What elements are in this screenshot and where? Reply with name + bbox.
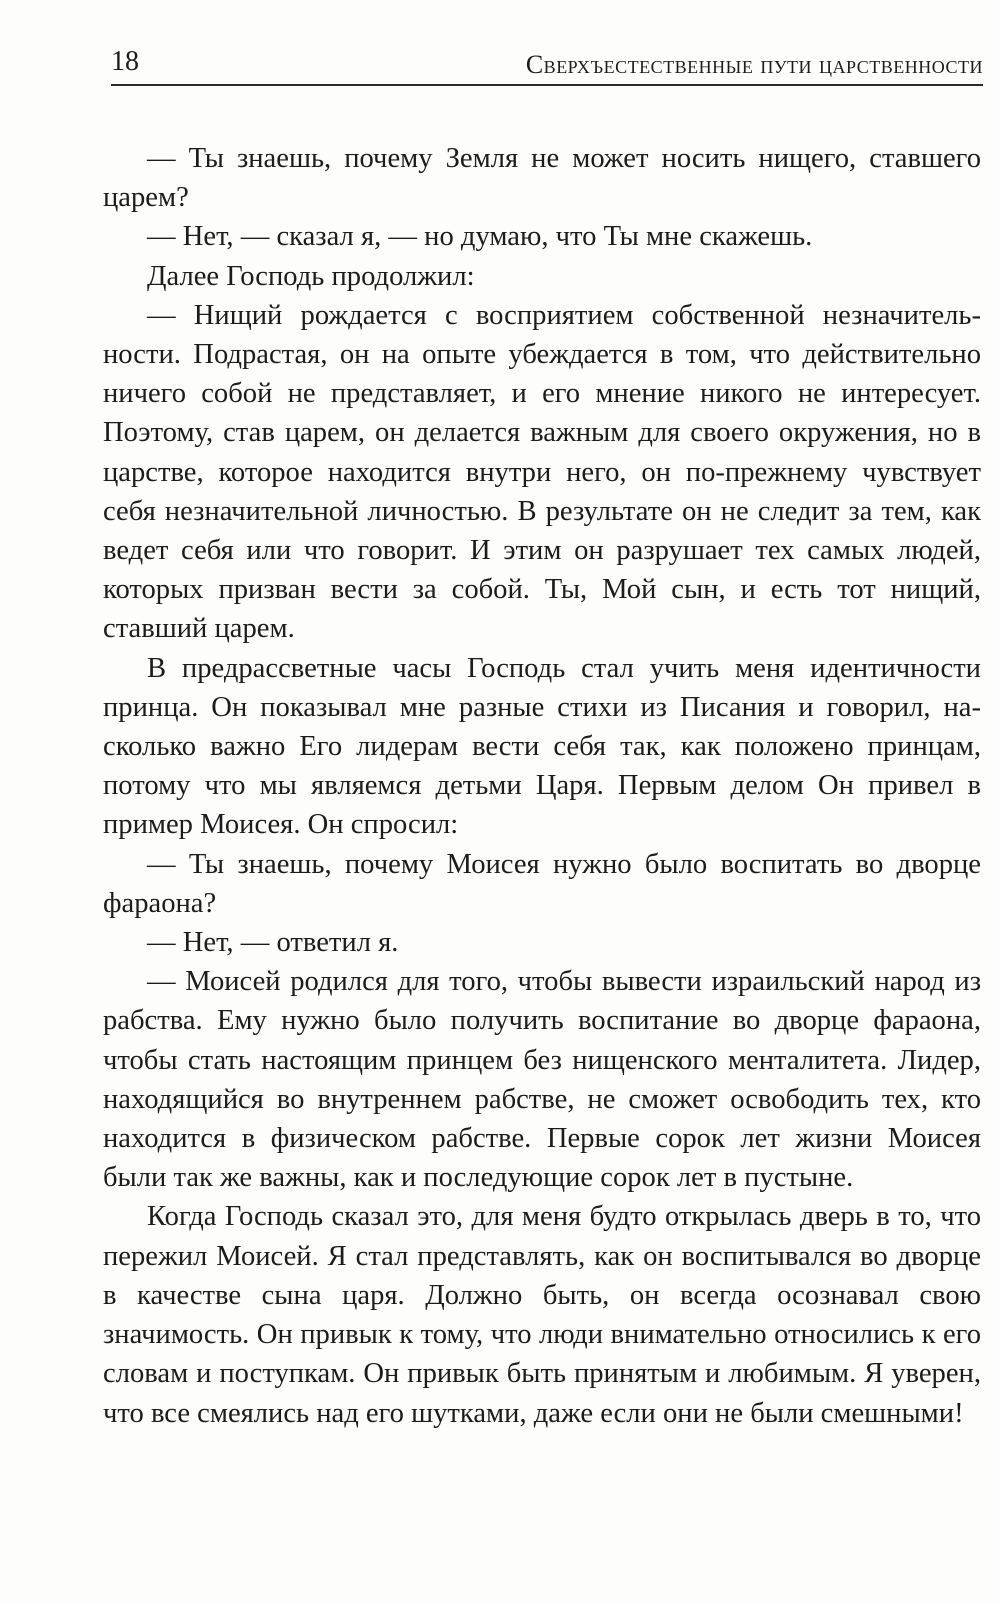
paragraph: — Нет, — сказал я, — но думаю, что Ты мне скажешь. (147, 221, 813, 253)
paragraph: В предрассветные часы Господь стал учить меня идентичности принца. Он показывал мне разные стихи из Писания и говорил, насколько важно Его лидерам вести себя так, как положено принцам, потому что мы являемся детьми Царя. Первым делом Он привел в пример Моисея. Он спросил: (103, 652, 981, 841)
running-head (111, 44, 983, 86)
paragraph: Когда Господь сказал это, для меня будто открылась дверь в то, что пережил Моисей. Я стал представлять, как он воспитывался во дворце в качестве сына царя. Должно быть, он всегда осознавал свою значимость. Он привык к тому, что люди внимательно относились к его словам и поступкам. Он привык быть принятым и любимым. Я уверен, что все смеялись над его шутками, даже если они не были смешными! (103, 1201, 981, 1429)
paragraph: — Моисей родился для того, чтобы вывести израильский народ из рабства. Ему нужно было получить воспитание во дворце фараона, чтобы стать настоящим принцем без нищенского менталитета. Лидер, находящийся во внутреннем рабстве, не сможет освободить тех, кто находится в физическом рабстве. Первые сорок лет жизни Моисея были так же важны, как и последующие сорок лет в пустыне. (103, 966, 981, 1194)
paragraph: — Ты знаешь, почему Моисея нужно было воспитать во дворце фараона? (103, 848, 981, 919)
paragraph: Далее Господь продолжил: (147, 260, 475, 292)
paragraph: — Ты знаешь, почему Земля не может носить нищего, ставшего царем? (103, 143, 981, 214)
book-title: Сверхъестественные пути царственности (525, 50, 983, 79)
paragraph: — Нет, — ответил я. (147, 927, 399, 959)
text-body (103, 139, 981, 1433)
page-number: 18 (111, 46, 139, 77)
paragraph: — Нищий рождается с восприятием собственной незначительности. Подрастая, он на опыте убеждается в том, что действительно ничего собой не представляет, и его мнение никого не интересует. Поэтому, став царем, он делается важным для своего окружения, но в царстве, которое находится внутри него, он по-прежнему чувствует себя незначительной личностью. В результате он не следит за тем, как ведет себя или что говорит. И этим он разрушает тех самых людей, которых призван вести за собой. Ты, Мой сын, и есть тот нищий, ставший царем. (103, 299, 981, 645)
